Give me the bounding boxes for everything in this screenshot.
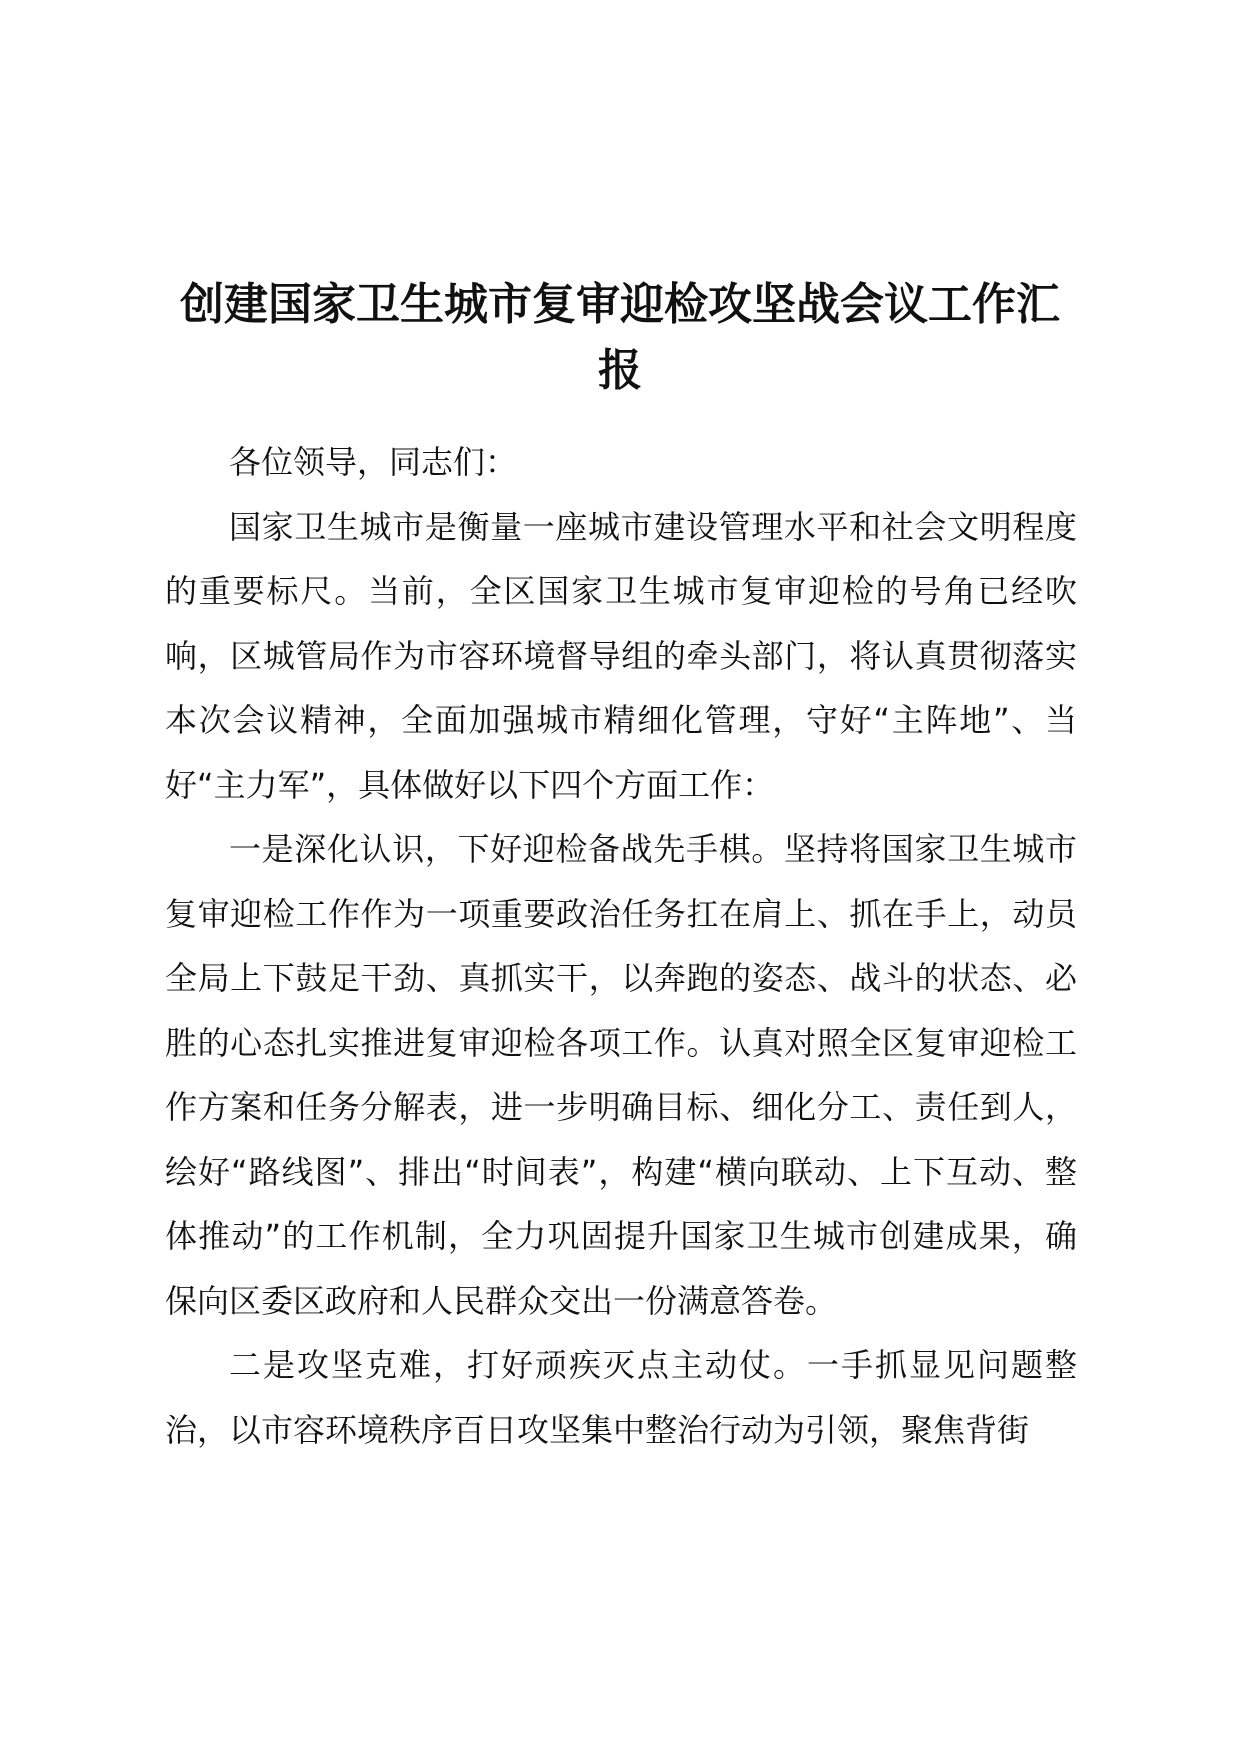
paragraph-salutation: 各位领导，同志们： <box>229 443 518 481</box>
document-body <box>165 430 1077 1462</box>
paragraph-intro: 国家卫生城市是衡量一座城市建设管理水平和社会文明程度的重要标尺。当前，全区国家卫生城市复审迎检的号角已经吹响，区城管局作为市容环境督导组的牵头部门，将认真贯彻落实本次会议精神，全面加强城市精细化管理，守好“主阵地”、当好“主力军”，具体做好以下四个方面工作： <box>165 507 1077 804</box>
paragraph-point-two: 二是攻坚克难，打好顽疾灭点主动仗。一手抓显见问题整治，以市容环境秩序百日攻坚集中整治行动为引领，聚焦背街 <box>165 1346 1077 1449</box>
document-title: 创建国家卫生城市复审迎检攻坚战会议工作汇报 <box>180 279 1060 396</box>
paragraph-point-one: 一是深化认识，下好迎检备战先手棋。坚持将国家卫生城市复审迎检工作作为一项重要政治任务扛在肩上、抓在手上，动员全局上下鼓足干劲、真抓实干，以奔跑的姿态、战斗的状态、必胜的心态扎实推进复审迎检各项工作。认真对照全区复审迎检工作方案和任务分解表，进一步明确目标、细化分工、责任到人，绘好“路线图”、排出“时间表”，构建“横向联动、上下互动、整体推动”的工作机制，全力巩固提升国家卫生城市创建成果，确保向区委区政府和人民群众交出一份满意答卷。 <box>165 830 1077 1320</box>
